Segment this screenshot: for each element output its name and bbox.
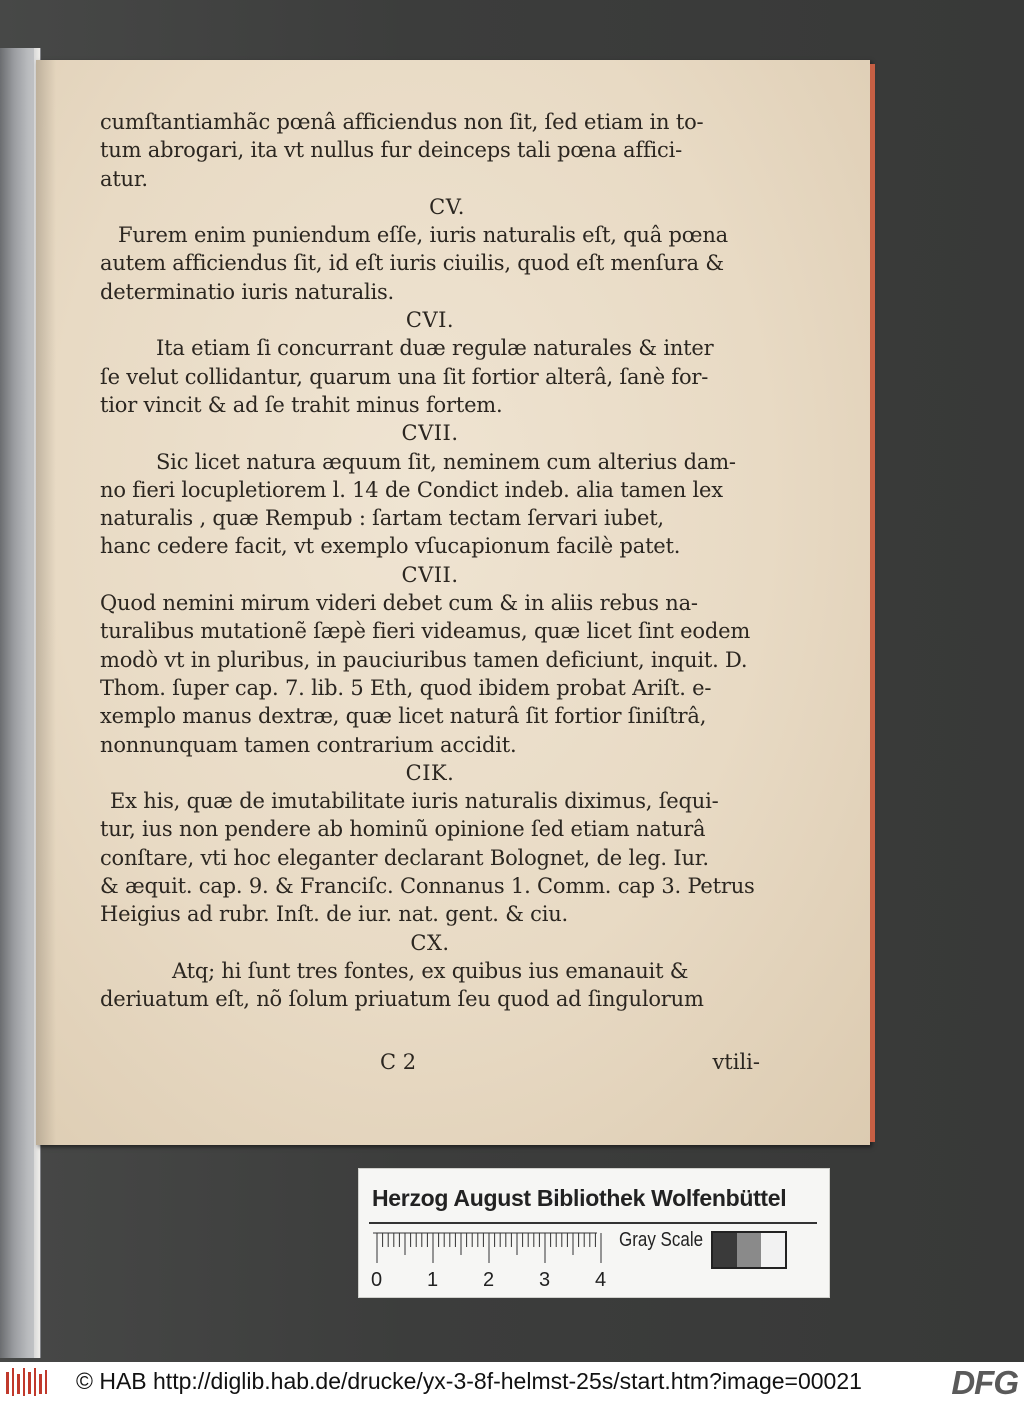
text-line: Quod nemini mirum videri debet cum & in aliis rebus na- (100, 591, 698, 616)
section-heading: CV. (429, 194, 465, 219)
book-page (36, 60, 870, 1145)
barcode-icon (6, 1366, 48, 1398)
text-line: cumſtantiamhãc pœnâ afficiendus non ſit, ſed etiam in to- (100, 110, 704, 134)
page-text (100, 108, 760, 1014)
text-line: deriuatum eſt, nõ ſolum priuatum ſeu quod ad ſingulorum (100, 987, 704, 1012)
text-line: naturalis , quæ Rempub : ſartam tectam ſervari iubet, (100, 506, 664, 531)
section-heading: CVI. (405, 308, 455, 333)
section-heading: CVII. (401, 421, 459, 446)
text-line: tum abrogari, ita vt nullus fur deinceps tali pœna affici- (100, 138, 683, 163)
catchword: vtili- (712, 1050, 760, 1074)
footer-bar (0, 1362, 1024, 1402)
text-line: hanc cedere facit, vt exemplo vſucapionum facilè patet. (100, 534, 681, 559)
text-line: ſe velut collidantur, quarum una ſit fortior alterâ, ſanè for- (100, 364, 709, 389)
text-line: tior vincit & ad ſe trahit minus fortem. (100, 392, 503, 417)
swatch-light (761, 1233, 785, 1267)
gray-scale-swatches (711, 1231, 787, 1269)
library-color-card (358, 1168, 830, 1298)
section-heading: CVII. (401, 562, 459, 587)
text-line: Atq; hi ſunt tres fontes, ex quibus ius emanauit & (172, 958, 689, 983)
swatch-dark (713, 1233, 737, 1267)
text-line: Sic licet natura æquum ſit, neminem cum alterius dam- (156, 449, 736, 474)
source-url: © HAB http://diglib.hab.de/drucke/yx-3-8f-helmst-25s/start.htm?image=00021 (76, 1368, 862, 1394)
ruler-number: 3 (539, 1269, 551, 1291)
signature-mark: C 2 (380, 1050, 417, 1074)
text-line: Thom. ſuper cap. 7. lib. 5 Eth, quod ibidem probat Ariſt. e- (100, 675, 712, 700)
text-line: Heigius ad rubr. Inſt. de iur. nat. gent. & ciu. (100, 902, 569, 927)
text-line: xemplo manus dextræ, quæ licet naturâ ſit fortior ſiniſtrâ, (100, 704, 707, 729)
section-heading: CIK. (405, 760, 455, 785)
text-line: conſtare, vti hoc eleganter declarant Bolognet, de leg. Iur. (100, 845, 709, 870)
ruler-number: 1 (427, 1269, 439, 1291)
text-line: modò vt in pluribus, in pauciuribus tamen deficiunt, inquit. D. (100, 647, 748, 672)
text-line: Ita etiam ſi concurrant duæ regulæ naturales & inter (156, 336, 714, 361)
ruler-number: 4 (595, 1269, 607, 1291)
library-name: Herzog August Bibliothek Wolfenbüttel (372, 1185, 787, 1211)
text-line: autem afficiendus ſit, id eſt iuris ciuilis, quod eſt menſura & (100, 251, 724, 276)
text-line: no fieri locupletiorem l. 14 de Condict indeb. alia tamen lex (100, 477, 723, 502)
section-heading: CX. (410, 930, 450, 955)
text-line: determinatio iuris naturalis. (100, 279, 395, 304)
gray-scale-label: Gray Scale (619, 1229, 704, 1251)
text-line: & æquit. cap. 9. & Franciſc. Connanus 1. Comm. cap 3. Petrus (100, 874, 755, 899)
dfg-logo: DFG (947, 1364, 1018, 1402)
ruler-number: 2 (483, 1269, 495, 1291)
page-footer-line (100, 1050, 760, 1078)
previous-pages-edge (0, 48, 41, 1358)
text-line: atur. (100, 166, 148, 191)
ruler-scale (371, 1229, 607, 1291)
text-line: nonnunquam tamen contrarium accidit. (100, 732, 517, 757)
text-line: tur, ius non pendere ab hominũ opinione ſed etiam naturâ (100, 817, 706, 842)
swatch-mid (737, 1233, 761, 1267)
ruler-number: 0 (371, 1269, 383, 1291)
text-line: Ex his, quæ de imutabilitate iuris naturalis diximus, ſequi- (110, 789, 719, 814)
text-line: turalibus mutationẽ ſæpè fieri videamus, quæ licet ſint eodem (100, 619, 751, 644)
text-line: Furem enim puniendum eſſe, iuris naturalis eſt, quâ pœna (118, 223, 728, 248)
